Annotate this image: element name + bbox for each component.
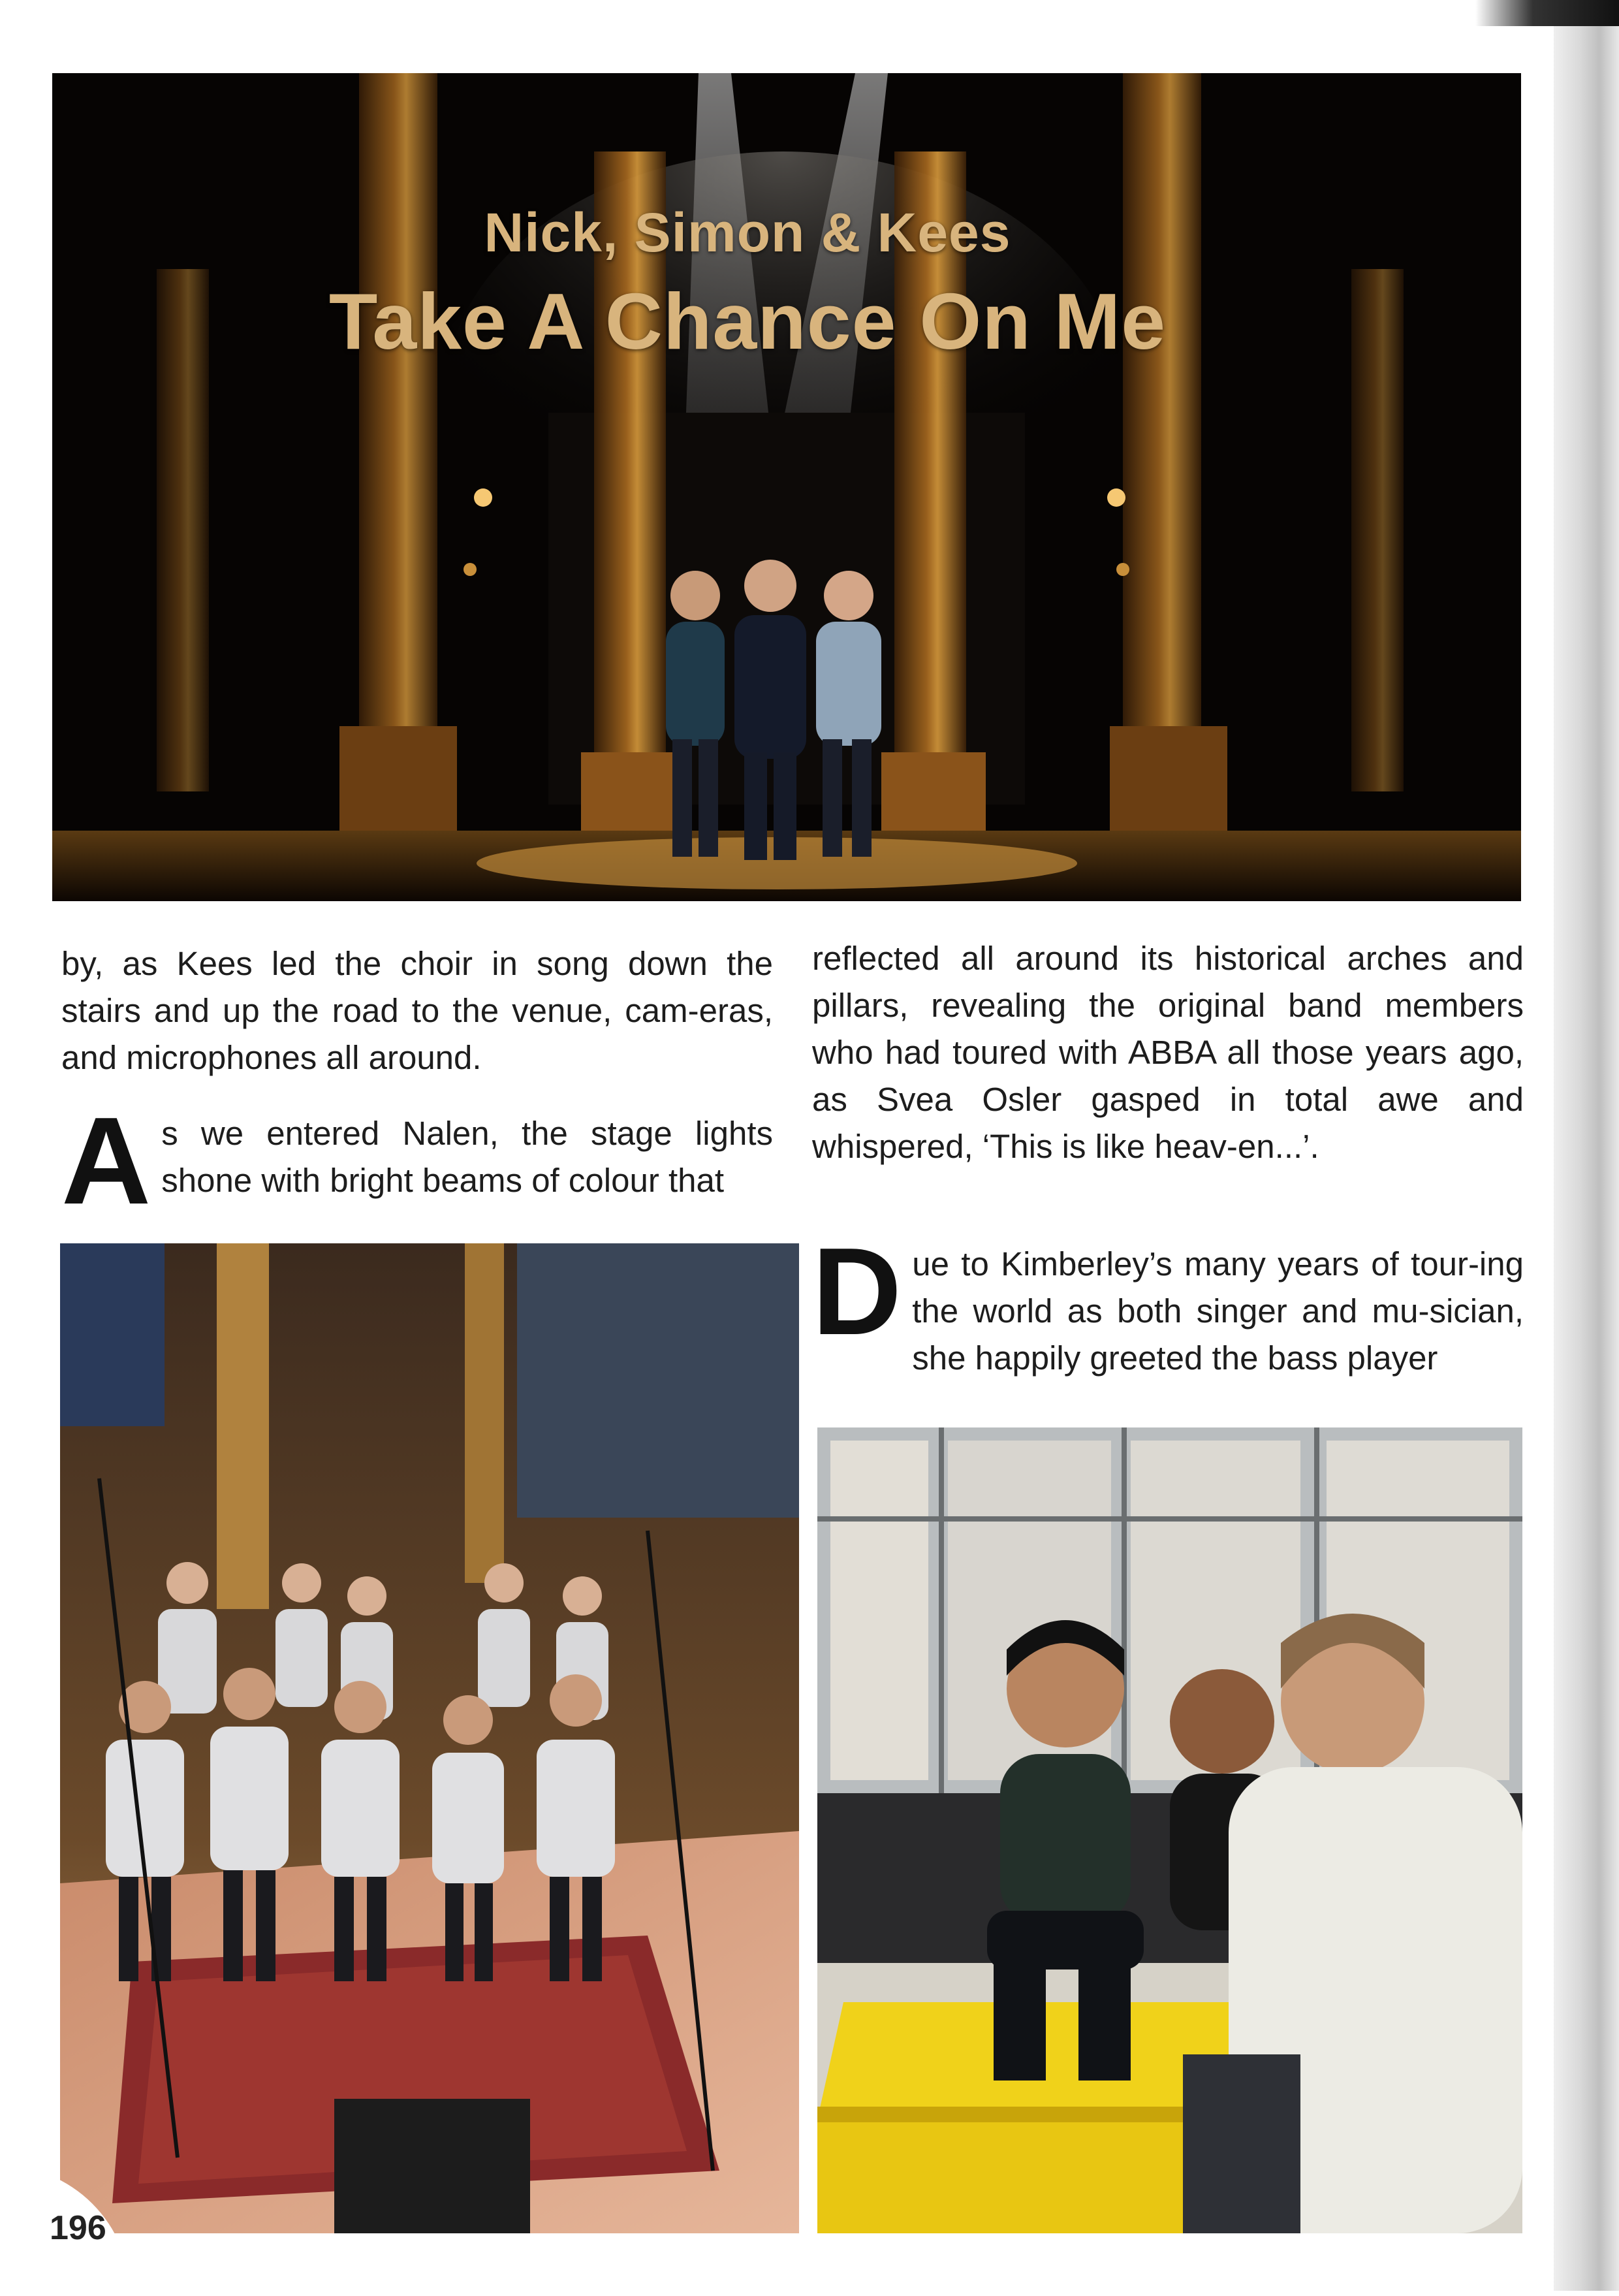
choir-photo (60, 1243, 799, 2233)
text-column-right (812, 935, 1524, 1170)
hero-stage-photo (52, 73, 1521, 901)
conversation-illustration (817, 1427, 1522, 2233)
drop-cap-letter: D (812, 1222, 902, 1361)
paragraph-continuation: reflected all around its historical arches and pillars, revealing the original band members who had toured with ABBA all those years ago, as Svea Osler gasped in total awe and whispered, ‘This is like heav-en...’. (812, 940, 1524, 1165)
paragraph-dropcap (61, 1092, 773, 1230)
hero-artists-title: Nick, Simon & Kees (484, 202, 1011, 263)
hero-song-title: Take A Chance On Me (328, 277, 1167, 366)
choir-illustration (60, 1243, 799, 2233)
drop-cap-letter: A (61, 1092, 151, 1230)
paragraph-text: s we entered Nalen, the stage lights shone with bright beams of colour that (161, 1115, 773, 1199)
page-corner-shadow (1475, 0, 1619, 26)
stage-illustration (52, 73, 1521, 901)
conversation-photo (817, 1427, 1522, 2233)
text-column-right-lower (812, 1222, 1524, 1382)
text-column-left (61, 940, 773, 1230)
page-binding-edge (1554, 0, 1619, 2291)
paragraph-continuation: by, as Kees led the choir in song down the stairs and up the road to the venue, cam-eras, and microphones all around. (61, 945, 773, 1076)
paragraph-dropcap (812, 1222, 1524, 1382)
paragraph-text: ue to Kimberley’s many years of tour-ing the world as both singer and mu-sician, she happily greeted the bass player (912, 1245, 1524, 1377)
page-number: 196 (50, 2209, 106, 2247)
